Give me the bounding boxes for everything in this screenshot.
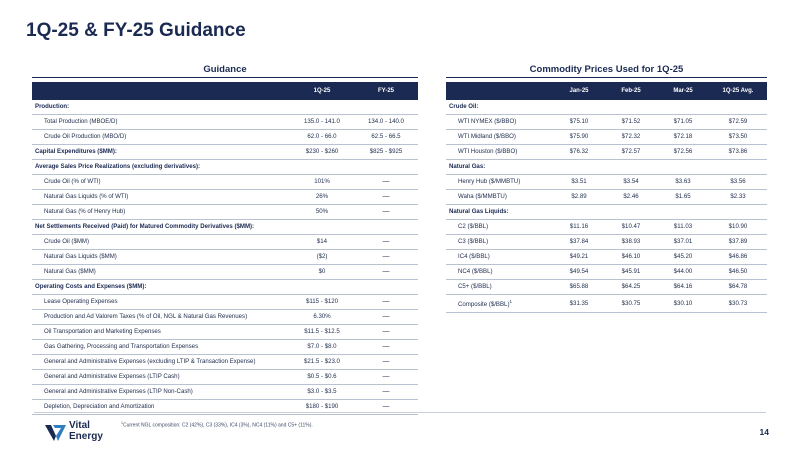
prices-value-1q25-avg (709, 100, 767, 115)
prices-col-mar25: Mar-25 (657, 82, 709, 100)
guidance-row (32, 265, 418, 280)
prices-value-jan25 (553, 160, 605, 175)
prices-value-mar25: $44.00 (657, 265, 709, 280)
guidance-value-fy25: — (354, 385, 418, 400)
prices-value-feb25: $10.47 (605, 220, 657, 235)
guidance-col-1q25: 1Q-25 (290, 82, 354, 100)
prices-value-jan25: $3.51 (553, 175, 605, 190)
prices-value-mar25: $71.05 (657, 115, 709, 130)
guidance-section-row (32, 280, 418, 295)
prices-row-label (446, 145, 553, 160)
guidance-value-fy25 (354, 280, 418, 295)
prices-value-jan25: $31.35 (553, 295, 605, 313)
prices-value-feb25: $3.54 (605, 175, 657, 190)
prices-row-label-text: WTI Houston ($/BBO) (458, 148, 518, 156)
prices-value-1q25-avg: $46.86 (709, 250, 767, 265)
prices-row-label (446, 175, 553, 190)
guidance-header-row (32, 82, 418, 100)
guidance-row (32, 115, 418, 130)
guidance-row-label: Oil Transportation and Marketing Expenses (32, 325, 290, 340)
company-logo (45, 420, 113, 446)
prices-row-label-text: C2 ($/BBL) (458, 223, 489, 231)
guidance-row-label: Natural Gas Liquids ($MM) (32, 250, 290, 265)
prices-value-jan25: $2.89 (553, 190, 605, 205)
guidance-row (32, 205, 418, 220)
prices-col-label (446, 82, 553, 100)
guidance-value-1q25: $14 (290, 235, 354, 250)
guidance-value-1q25: $3.0 - $3.5 (290, 385, 354, 400)
guidance-row (32, 370, 418, 385)
guidance-row-label: Natural Gas Liquids (% of WTI) (32, 190, 290, 205)
prices-row-label-text: Natural Gas Liquids: (449, 208, 509, 216)
prices-row (446, 115, 767, 130)
guidance-value-1q25: $11.5 - $12.5 (290, 325, 354, 340)
prices-value-jan25 (553, 205, 605, 220)
guidance-row-label: Natural Gas (% of Henry Hub) (32, 205, 290, 220)
prices-value-mar25: $1.65 (657, 190, 709, 205)
guidance-value-1q25: $230 - $260 (290, 145, 354, 160)
footnote-marker: 1 (121, 421, 123, 425)
prices-row-label (446, 295, 553, 313)
logo-line-2: Energy (69, 430, 103, 442)
prices-value-jan25: $49.54 (553, 265, 605, 280)
guidance-value-fy25: — (354, 250, 418, 265)
prices-row-label-text: C5+ ($/BBL) (458, 283, 492, 291)
prices-value-1q25-avg: $73.86 (709, 145, 767, 160)
prices-row-label-text: Crude Oil: (449, 103, 479, 111)
guidance-value-fy25 (354, 100, 418, 115)
guidance-row-label: Gas Gathering, Processing and Transportation Expenses (32, 340, 290, 355)
guidance-value-fy25: — (354, 190, 418, 205)
guidance-col-fy25: FY-25 (354, 82, 418, 100)
guidance-value-fy25: — (354, 265, 418, 280)
prices-value-1q25-avg: $73.50 (709, 130, 767, 145)
prices-row-label (446, 130, 553, 145)
prices-value-1q25-avg: $10.90 (709, 220, 767, 235)
guidance-row-label: Crude Oil Production (MBO/D) (32, 130, 290, 145)
guidance-value-fy25 (354, 220, 418, 235)
prices-value-1q25-avg: $2.33 (709, 190, 767, 205)
prices-value-mar25 (657, 100, 709, 115)
prices-row-label (446, 160, 553, 175)
prices-value-mar25: $37.01 (657, 235, 709, 250)
guidance-value-1q25: $7.0 - $8.0 (290, 340, 354, 355)
prices-row-label-text: C3 ($/BBL) (458, 238, 489, 246)
guidance-value-1q25: 62.0 - 66.0 (290, 130, 354, 145)
guidance-row-label: Capital Expenditures ($MM): (32, 145, 290, 160)
prices-row (446, 250, 767, 265)
prices-value-jan25: $37.84 (553, 235, 605, 250)
prices-row (446, 295, 767, 313)
prices-value-jan25: $11.16 (553, 220, 605, 235)
prices-value-1q25-avg: $46.50 (709, 265, 767, 280)
guidance-row (32, 325, 418, 340)
guidance-value-1q25 (290, 100, 354, 115)
guidance-row-label: Production: (32, 100, 290, 115)
guidance-row (32, 190, 418, 205)
guidance-table (32, 82, 418, 415)
prices-value-1q25-avg (709, 160, 767, 175)
guidance-row-label: Production and Ad Valorem Taxes (% of Oil, NGL & Natural Gas Revenues) (32, 310, 290, 325)
guidance-value-fy25: — (354, 325, 418, 340)
footnote-reference: 1 (509, 299, 512, 305)
prices-value-mar25: $3.63 (657, 175, 709, 190)
guidance-section-row (32, 160, 418, 175)
guidance-row (32, 250, 418, 265)
guidance-col-label (32, 82, 290, 100)
prices-row-label (446, 265, 553, 280)
prices-row-label-text: Composite ($/BBL) (458, 301, 510, 309)
guidance-value-fy25: — (354, 400, 418, 415)
prices-value-mar25: $72.18 (657, 130, 709, 145)
guidance-value-1q25 (290, 160, 354, 175)
prices-row-label-text: Natural Gas: (449, 163, 486, 171)
prices-row (446, 130, 767, 145)
prices-value-jan25 (553, 100, 605, 115)
guidance-value-fy25 (354, 160, 418, 175)
guidance-value-1q25: $180 - $190 (290, 400, 354, 415)
guidance-row (32, 235, 418, 250)
guidance-value-1q25: $0 (290, 265, 354, 280)
prices-heading: Commodity Prices Used for 1Q-25 (446, 62, 767, 78)
prices-value-mar25: $72.56 (657, 145, 709, 160)
guidance-value-fy25: — (354, 235, 418, 250)
guidance-value-fy25: — (354, 355, 418, 370)
prices-value-feb25: $30.75 (605, 295, 657, 313)
prices-value-feb25: $45.91 (605, 265, 657, 280)
guidance-value-fy25: — (354, 175, 418, 190)
prices-value-jan25: $49.21 (553, 250, 605, 265)
guidance-row-label: Crude Oil ($MM) (32, 235, 290, 250)
guidance-row-label: Total Production (MBOE/D) (32, 115, 290, 130)
prices-value-mar25 (657, 205, 709, 220)
prices-value-1q25-avg (709, 205, 767, 220)
prices-value-feb25: $71.52 (605, 115, 657, 130)
prices-value-feb25: $2.46 (605, 190, 657, 205)
guidance-row (32, 385, 418, 400)
prices-row-label (446, 205, 553, 220)
prices-row-label-text: Henry Hub ($/MMBTU) (458, 178, 521, 186)
prices-panel (446, 62, 767, 313)
prices-value-1q25-avg: $64.78 (709, 280, 767, 295)
guidance-value-1q25: 135.0 - 141.0 (290, 115, 354, 130)
prices-row-label-text: Waha ($/MMBTU) (458, 193, 507, 201)
logo-line-1: Vital (69, 420, 90, 431)
guidance-section-row (32, 100, 418, 115)
guidance-value-fy25: — (354, 340, 418, 355)
guidance-value-1q25: $21.5 - $23.0 (290, 355, 354, 370)
prices-row-label (446, 250, 553, 265)
prices-value-jan25: $75.10 (553, 115, 605, 130)
guidance-value-fy25: — (354, 205, 418, 220)
prices-value-mar25: $30.10 (657, 295, 709, 313)
guidance-row-label: Operating Costs and Expenses ($MM): (32, 280, 290, 295)
prices-value-jan25: $65.88 (553, 280, 605, 295)
prices-value-1q25-avg: $72.59 (709, 115, 767, 130)
prices-row (446, 145, 767, 160)
prices-value-1q25-avg: $3.56 (709, 175, 767, 190)
guidance-value-1q25: 101% (290, 175, 354, 190)
prices-row-label (446, 190, 553, 205)
guidance-value-1q25: 26% (290, 190, 354, 205)
guidance-row-label: Depletion, Depreciation and Amortization (32, 400, 290, 415)
prices-value-feb25 (605, 205, 657, 220)
prices-row (446, 220, 767, 235)
guidance-value-1q25 (290, 220, 354, 235)
prices-value-mar25: $45.20 (657, 250, 709, 265)
prices-row (446, 265, 767, 280)
prices-row-label (446, 280, 553, 295)
prices-section-row (446, 100, 767, 115)
guidance-section-row (32, 145, 418, 160)
guidance-value-fy25: 134.0 - 140.0 (354, 115, 418, 130)
prices-value-feb25 (605, 160, 657, 175)
prices-row-label-text: IC4 ($/BBL) (458, 253, 490, 261)
prices-section-row (446, 160, 767, 175)
guidance-panel (32, 62, 418, 415)
guidance-heading: Guidance (32, 62, 418, 78)
guidance-row-label: General and Administrative Expenses (excluding LTIP & Transaction Expense) (32, 355, 290, 370)
prices-col-feb25: Feb-25 (605, 82, 657, 100)
logo-wordmark (69, 421, 103, 442)
prices-value-jan25: $75.90 (553, 130, 605, 145)
prices-table (446, 82, 767, 313)
prices-header-row (446, 82, 767, 100)
guidance-value-1q25: $115 - $120 (290, 295, 354, 310)
footer-divider (34, 412, 766, 413)
prices-value-feb25: $72.57 (605, 145, 657, 160)
prices-row (446, 235, 767, 250)
guidance-value-1q25: $0.5 - $0.6 (290, 370, 354, 385)
guidance-row (32, 310, 418, 325)
prices-col-1q25-avg: 1Q-25 Avg. (709, 82, 767, 100)
prices-value-mar25: $11.03 (657, 220, 709, 235)
guidance-value-1q25 (290, 280, 354, 295)
guidance-row-label: Natural Gas ($MM) (32, 265, 290, 280)
guidance-value-1q25: 50% (290, 205, 354, 220)
prices-value-1q25-avg: $37.89 (709, 235, 767, 250)
guidance-value-fy25: 62.5 - 66.5 (354, 130, 418, 145)
prices-value-feb25: $38.93 (605, 235, 657, 250)
prices-row (446, 175, 767, 190)
prices-row-label-text: WTI Midland ($/BBO) (458, 133, 516, 141)
guidance-value-fy25: — (354, 310, 418, 325)
prices-value-jan25: $76.32 (553, 145, 605, 160)
guidance-row (32, 295, 418, 310)
prices-row-label (446, 235, 553, 250)
guidance-value-fy25: — (354, 295, 418, 310)
guidance-value-1q25: ($2) (290, 250, 354, 265)
prices-section-row (446, 205, 767, 220)
prices-row-label (446, 220, 553, 235)
vital-energy-logo-icon (45, 422, 67, 444)
guidance-row-label: Average Sales Price Realizations (excluding derivatives): (32, 160, 290, 175)
prices-row-label (446, 100, 553, 115)
prices-row-label-text: NC4 ($/BBL) (458, 268, 493, 276)
guidance-row (32, 130, 418, 145)
slide-title: 1Q-25 & FY-25 Guidance (26, 20, 246, 41)
guidance-row-label: General and Administrative Expenses (LTIP Cash) (32, 370, 290, 385)
guidance-value-fy25: $825 - $925 (354, 145, 418, 160)
prices-row (446, 280, 767, 295)
prices-value-feb25: $46.10 (605, 250, 657, 265)
guidance-section-row (32, 220, 418, 235)
prices-value-mar25: $64.16 (657, 280, 709, 295)
guidance-row-label: General and Administrative Expenses (LTIP Non-Cash) (32, 385, 290, 400)
guidance-row-label: Crude Oil (% of WTI) (32, 175, 290, 190)
guidance-row (32, 355, 418, 370)
guidance-row-label: Lease Operating Expenses (32, 295, 290, 310)
footnote (121, 421, 313, 429)
page-number: 14 (759, 427, 769, 437)
guidance-row (32, 340, 418, 355)
guidance-value-fy25: — (354, 370, 418, 385)
guidance-row (32, 175, 418, 190)
guidance-row-label: Net Settlements Received (Paid) for Matured Commodity Derivatives ($MM): (32, 220, 290, 235)
prices-value-feb25: $64.25 (605, 280, 657, 295)
guidance-value-1q25: 6.30% (290, 310, 354, 325)
prices-value-1q25-avg: $30.73 (709, 295, 767, 313)
prices-row (446, 190, 767, 205)
prices-value-mar25 (657, 160, 709, 175)
prices-value-feb25: $72.32 (605, 130, 657, 145)
prices-row-label (446, 115, 553, 130)
prices-value-feb25 (605, 100, 657, 115)
footnote-text: Current NGL composition: C2 (42%), C3 (33%), IC4 (3%), NC4 (11%) and C5+ (11%). (122, 422, 313, 429)
prices-row-label-text: WTI NYMEX ($/BBO) (458, 118, 517, 126)
prices-col-jan25: Jan-25 (553, 82, 605, 100)
